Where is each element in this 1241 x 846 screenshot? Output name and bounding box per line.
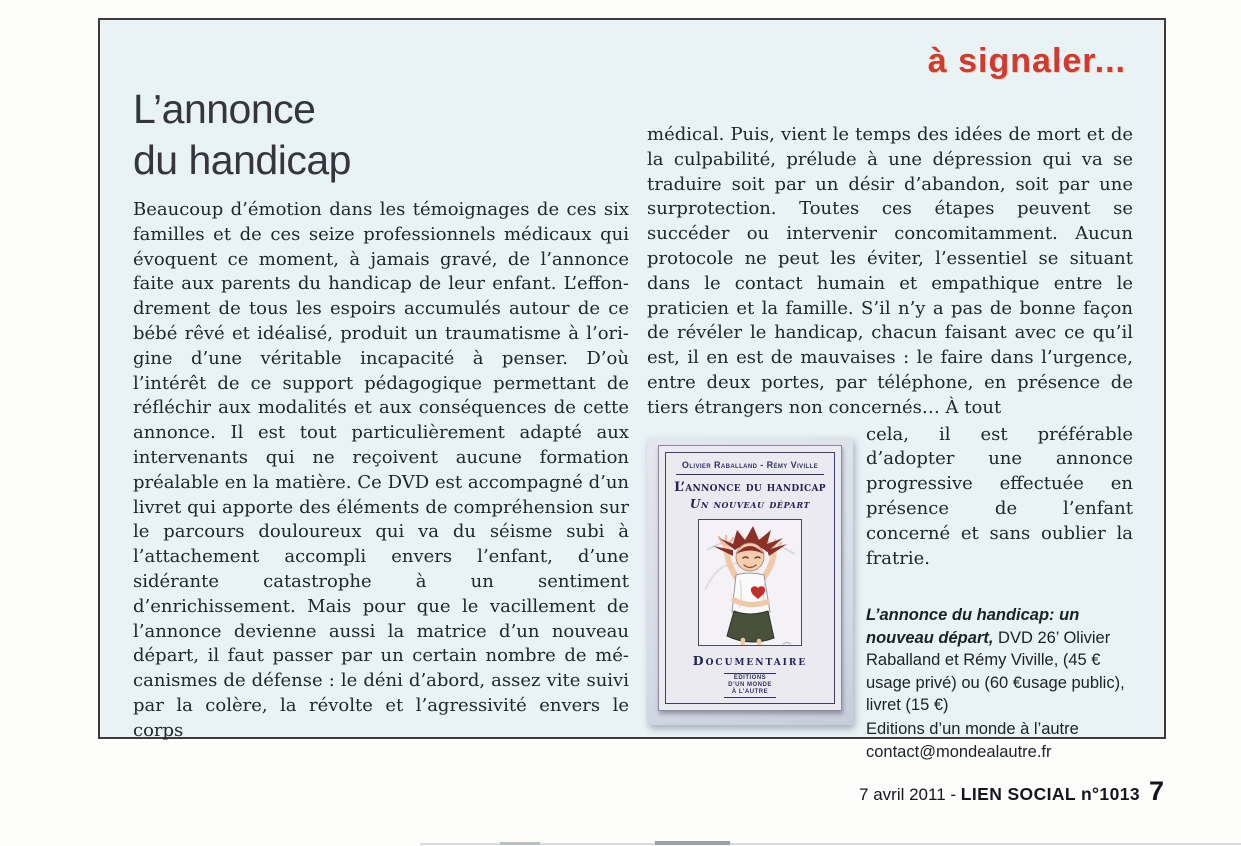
scan-mark-artifact	[655, 841, 730, 845]
footer-magazine-issue: LIEN SOCIAL n°1013	[960, 784, 1140, 804]
dvd-cover-genre: Documentaire	[692, 652, 808, 668]
dvd-cover-rule	[676, 474, 823, 475]
caption-publisher: Editions d’un monde à l’autre	[866, 719, 1079, 738]
beside-cover-column	[866, 423, 1133, 764]
dvd-publisher-line1: ÉDITIONS	[733, 674, 767, 681]
child-illustration	[698, 519, 802, 646]
dvd-cover-frame	[665, 452, 835, 704]
right-column	[647, 123, 1133, 764]
dvd-cover-authors: Olivier Raballand - Rémy Viville	[681, 459, 819, 470]
left-column-paragraph: Beaucoup d’émotion dans les témoignages de ces six familles et de ces seize professionnels médicaux qui évoquent ce moment, à jamais gravé, de l’annonce faite aux parents du handicap de leur enfant. L’effondrement de tous les espoirs accumulés autour de ce bébé rêvé et idéalisé, produit un traumatisme à l’origine d’une véritable incapacité à penser. D’où l’intérêt de ce support pédagogique permettant de réfléchir aux modalités et aux conséquences de cette annonce. Il est tout particulièrement adapté aux intervenants qui ne reçoivent aucune formation préalable en la matière. Ce DVD est accompagné d’un livret qui apporte des éléments de compréhension sur le parcours douloureux qui va du séisme subi à l’attachement accompli envers l’enfant, d’une sidérante catastrophe à un sentiment d’enrichissement. Mais pour que le vacillement de l’annonce devienne aussi la matrice d’un nouveau départ, il faut passer par un certain nombre de mécanismes de défense : le déni d’abord, assez vite suivi par la colère, la révolte et l’agressivité envers le corps	[133, 199, 629, 741]
dvd-caption	[866, 604, 1133, 764]
dvd-cover-photo	[647, 437, 853, 725]
page-footer	[0, 776, 1164, 807]
page-title	[133, 84, 351, 186]
media-row	[647, 423, 1133, 764]
right-column-paragraph-top: médical. Puis, vient le temps des idées de mort et de la culpabilité, prélude à une dépression qui va se traduire soit par un désir d’abandon, soit par une surprotection. Toutes ces étapes peuvent se succéder ou intervenir concomitamment. Aucun protocole ne peut les éviter, l’essentiel se situant dans le contact humain et empathique entre le praticien et la famille. S’il n’y a pas de bonne façon de révéler le handicap, chacun faisant avec ce qu’il est, il en est de mauvaises : le faire dans l’urgence, entre deux portes, par téléphone, en présence de tiers étrangers non concernés… À tout	[647, 124, 1133, 418]
right-column-paragraph-wrapped: cela, il est préférable d’adopter une annonce progressive effectuée en présence de l’enfant concerné et sans oublier la fratrie.	[866, 423, 1133, 569]
dvd-cover-title: L’annonce du handicap	[674, 479, 826, 495]
article-box	[98, 18, 1166, 762]
scan-mark-artifact	[500, 842, 540, 845]
footer-date: 7 avril 2011 -	[859, 785, 961, 804]
dvd-publisher-line3: À L’AUTRE	[731, 688, 769, 695]
caption-details: DVD 26’ Olivier Raballand et Rémy Viville, (45 € usage privé) ou (60 €usage public), livret (15 €)	[866, 628, 1125, 715]
page-title-line2: du handicap	[133, 137, 351, 183]
caption-contact-email: contact@mondealautre.fr	[866, 743, 1052, 762]
footer-page-number: 7	[1148, 776, 1164, 806]
dvd-cover-publisher-logo	[724, 673, 776, 698]
left-column	[133, 198, 629, 744]
dvd-publisher-line2: D’UN MONDE	[728, 681, 772, 688]
page-title-line1: L’annonce	[133, 86, 316, 132]
caption-title: L’annonce du handicap: un nouveau départ,	[866, 606, 1080, 647]
dvd-cover-subtitle: Un nouveau départ	[689, 496, 811, 511]
section-header: à signaler...	[927, 42, 1126, 80]
dvd-cover-card	[658, 445, 842, 711]
scan-edge-artifact	[420, 843, 1241, 845]
